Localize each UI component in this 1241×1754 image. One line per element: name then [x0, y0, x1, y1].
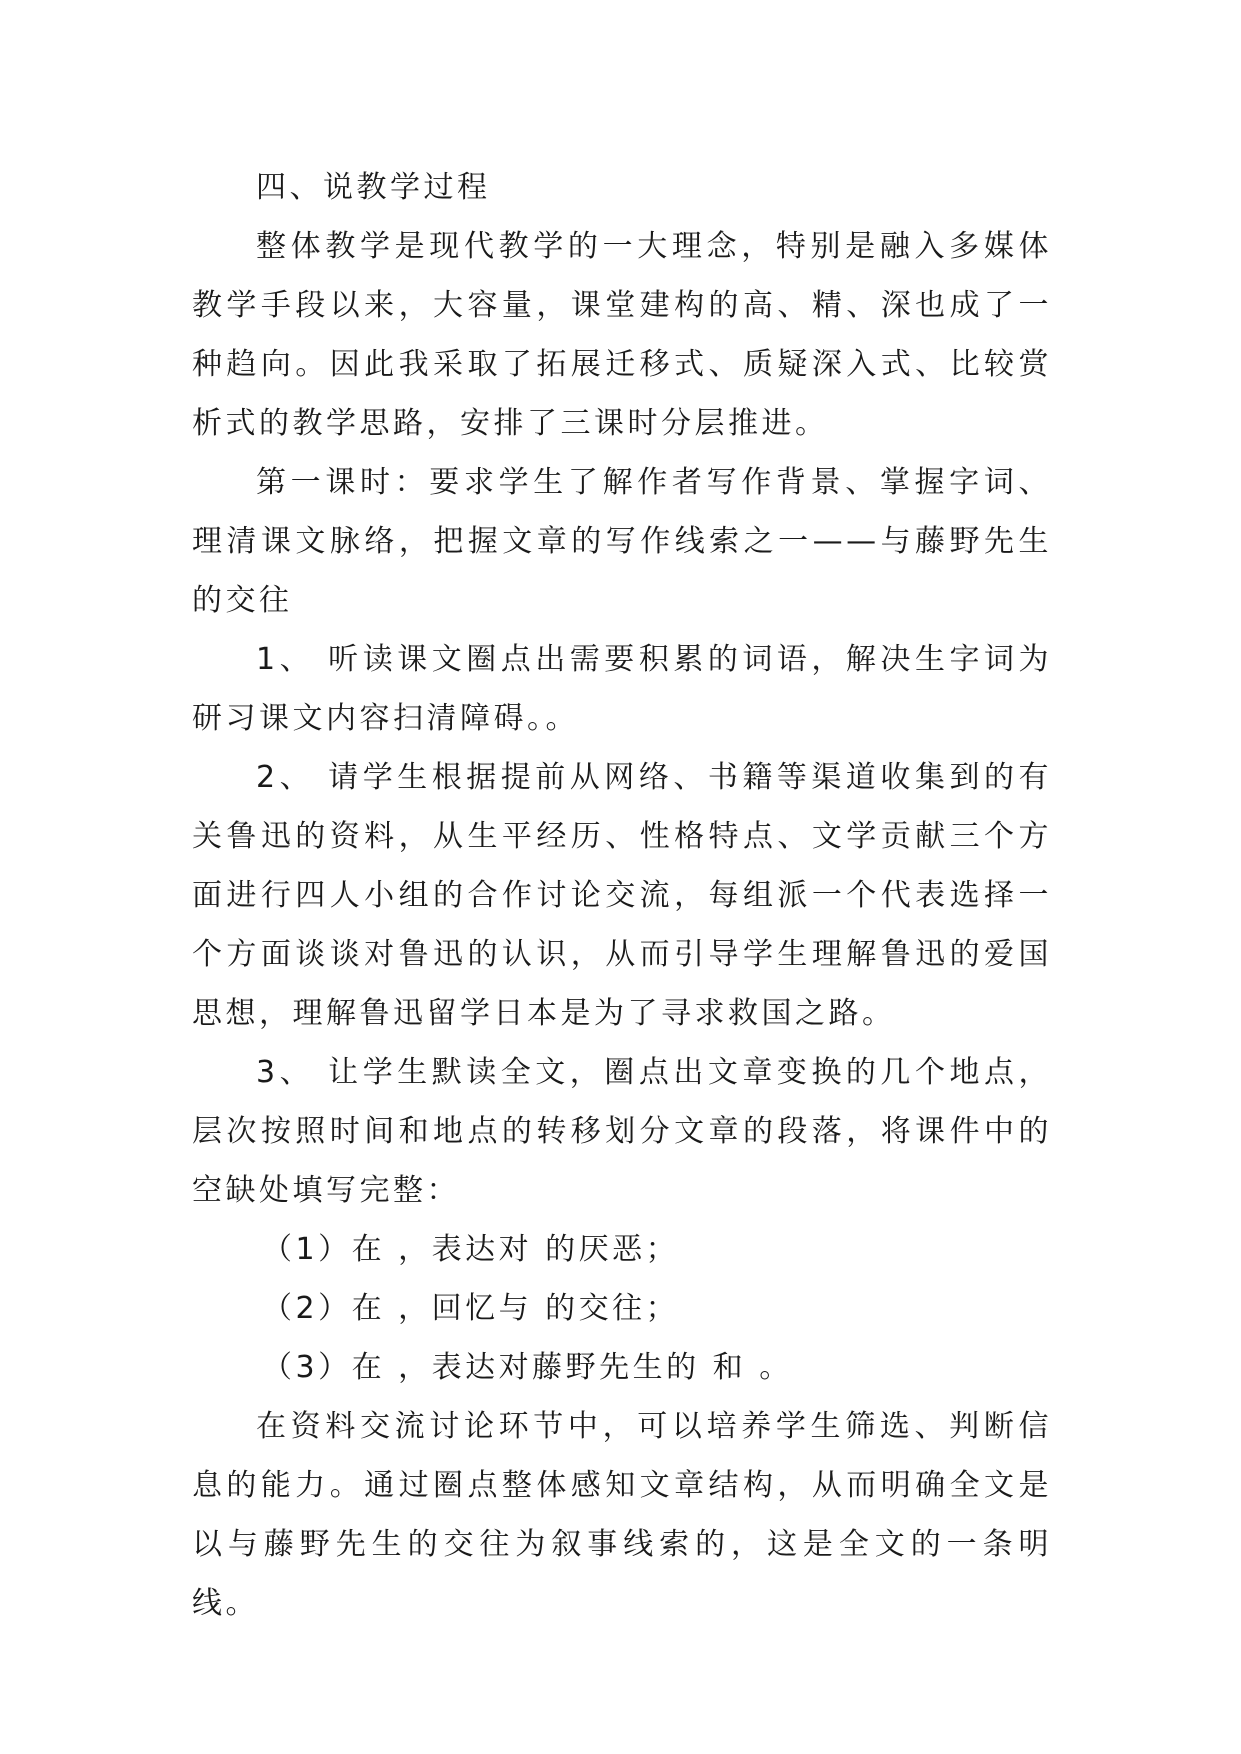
paragraph-closing: 在资料交流讨论环节中，可以培养学生筛选、判断信息的能力。通过圈点整体感知文章结构，从而明确全文是以与藤野先生的交往为叙事线索的，这是全文的一条明线。 [192, 1409, 1052, 1621]
fill-item-3: （3）在 ，表达对藤野先生的 和 。 [262, 1350, 793, 1385]
paragraph-intro: 整体教学是现代教学的一大理念，特别是融入多媒体教学手段以来，大容量，课堂建构的高、精、深也成了一种趋向。因此我采取了拓展迁移式、质疑深入式、比较赏析式的教学思路，安排了三课时分层推进。 [192, 229, 1052, 441]
fill-item-2: （2）在 ，回忆与 的交往； [262, 1291, 680, 1326]
paragraph-step-2: 2、 请学生根据提前从网络、书籍等渠道收集到的有关鲁迅的资料，从生平经历、性格特点、文学贡献三个方面进行四人小组的合作讨论交流，每组派一个代表选择一个方面谈谈对鲁迅的认识，从而引导学生理解鲁迅的爱国思想，理解鲁迅留学日本是为了寻求救国之路。 [192, 760, 1052, 1031]
section-heading: 四、说教学过程 [256, 170, 491, 205]
document-body [192, 158, 1052, 1633]
fill-item-1: （1）在 ，表达对 的厌恶； [262, 1232, 680, 1267]
paragraph-step-1: 1、 听读课文圈点出需要积累的词语，解决生字词为研习课文内容扫清障碍。。 [192, 642, 1052, 736]
paragraph-step-3: 3、 让学生默读全文，圈点出文章变换的几个地点，层次按照时间和地点的转移划分文章的段落，将课件中的空缺处填写完整： [192, 1055, 1052, 1208]
paragraph-first-lesson: 第一课时：要求学生了解作者写作背景、掌握字词、理清课文脉络，把握文章的写作线索之一——与藤野先生的交往 [192, 465, 1052, 618]
